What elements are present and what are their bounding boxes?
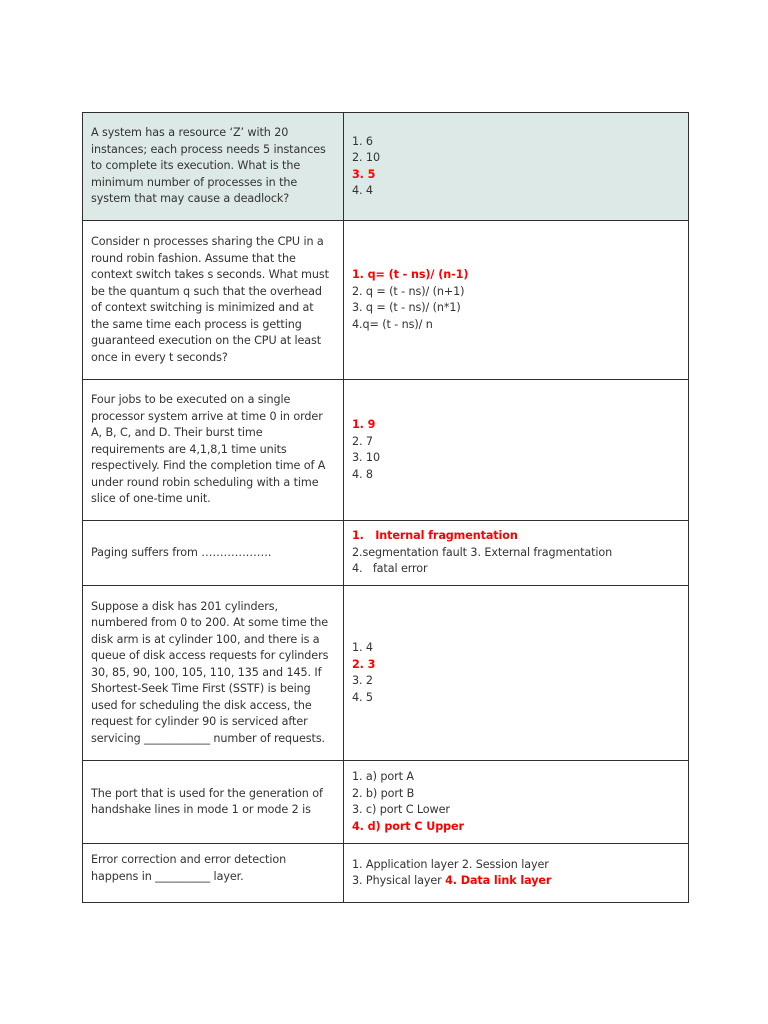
question-cell: A system has a resource ‘Z’ with 20 instances; each process needs 5 instances to complete its execution. What is the minimum number of processes in the system that may cause a deadlock? bbox=[83, 113, 344, 221]
option-4 bbox=[352, 317, 680, 334]
question-cell: Paging suffers from ………………. bbox=[83, 521, 344, 586]
option-3 bbox=[352, 300, 680, 317]
option-1-correct bbox=[352, 417, 680, 434]
option-2 bbox=[352, 284, 680, 301]
option-text: 4. 5 bbox=[352, 690, 373, 704]
option-1 bbox=[352, 640, 680, 657]
options-cell bbox=[344, 586, 689, 761]
option-3-4 bbox=[352, 873, 680, 890]
options-cell bbox=[344, 380, 689, 521]
option-3-correct bbox=[352, 167, 680, 184]
question-row-3 bbox=[83, 380, 689, 521]
question-row-7 bbox=[83, 844, 689, 903]
option-text: 1. Application layer 2. Session layer bbox=[352, 857, 549, 871]
option-text: 3. 5 bbox=[352, 167, 376, 181]
option-text: 2. 7 bbox=[352, 434, 373, 448]
option-text: 1. 6 bbox=[352, 134, 373, 148]
option-2 bbox=[352, 434, 680, 451]
question-row-2 bbox=[83, 221, 689, 380]
option-text: 3. 2 bbox=[352, 674, 373, 687]
option-4 bbox=[352, 183, 680, 200]
option-text-correct: 4. Data link layer bbox=[445, 874, 552, 887]
option-text: 1. q= (t - ns)/ (n-1) bbox=[352, 268, 469, 281]
option-1 bbox=[352, 769, 680, 786]
question-row-4 bbox=[83, 521, 689, 586]
option-text: 1. 9 bbox=[352, 418, 376, 431]
option-3 bbox=[352, 450, 680, 467]
options-cell bbox=[344, 521, 689, 586]
option-1-correct bbox=[352, 528, 680, 545]
option-1-2 bbox=[352, 857, 680, 874]
question-row-5 bbox=[83, 586, 689, 761]
option-text: 2. q = (t - ns)/ (n+1) bbox=[352, 284, 465, 298]
option-2-correct bbox=[352, 657, 680, 674]
option-4 bbox=[352, 467, 680, 484]
option-text: 3. q = (t - ns)/ (n*1) bbox=[352, 301, 461, 314]
option-text: 3. c) port C Lower bbox=[352, 803, 450, 816]
options-cell bbox=[344, 221, 689, 380]
option-text: 1. 4 bbox=[352, 641, 373, 654]
question-cell: Consider n processes sharing the CPU in a round robin fashion. Assume that the context switch takes s seconds. What must be the quantum q such that the overhead of context switching is minimized and at the same time each process is getting guaranteed execution on the CPU at least once in every t seconds? bbox=[83, 221, 344, 380]
option-text: 2. 3 bbox=[352, 657, 376, 671]
option-2-3 bbox=[352, 545, 680, 562]
question-row-6 bbox=[83, 761, 689, 844]
option-4-correct bbox=[352, 819, 680, 836]
question-cell: The port that is used for the generation of handshake lines in mode 1 or mode 2 is bbox=[83, 761, 344, 844]
question-row-1 bbox=[83, 113, 689, 221]
option-text: 2. 10 bbox=[352, 151, 380, 164]
option-text: 1. a) port A bbox=[352, 770, 414, 783]
option-3 bbox=[352, 673, 680, 690]
option-2 bbox=[352, 786, 680, 803]
option-text: 1. Internal fragmentation bbox=[352, 529, 518, 543]
option-text: 4. fatal error bbox=[352, 562, 428, 576]
option-text: 4. d) port C Upper bbox=[352, 819, 464, 833]
question-cell: Suppose a disk has 201 cylinders, numbered from 0 to 200. At some time the disk arm is at cylinder 100, and there is a queue of disk access requests for cylinders 30, 85, 90, 100, 105, 110, 135 and 145. If Shortest-Seek Time First (SSTF) is being used for scheduling the disk access, the request for cylinder 90 is serviced after servicing ____________ number of requests. bbox=[83, 586, 344, 761]
question-cell: Four jobs to be executed on a single processor system arrive at time 0 in order A, B, C, and D. Their burst time requirements are 4,1,8,1 time units respectively. Find the completion time of A under round robin scheduling with a time slice of one-time unit. bbox=[83, 380, 344, 521]
option-4 bbox=[352, 690, 680, 707]
option-text: 2. b) port B bbox=[352, 786, 415, 800]
option-text: 4. 4 bbox=[352, 184, 373, 197]
option-3 bbox=[352, 802, 680, 819]
option-1-correct bbox=[352, 267, 680, 284]
option-2 bbox=[352, 150, 680, 167]
option-text: 3. Physical layer bbox=[352, 874, 446, 887]
options-cell bbox=[344, 844, 689, 903]
option-text: 4. 8 bbox=[352, 467, 373, 481]
options-cell bbox=[344, 113, 689, 221]
option-text: 2.segmentation fault 3. External fragmentation bbox=[352, 545, 613, 559]
option-1 bbox=[352, 134, 680, 151]
option-text: 4.q= (t - ns)/ n bbox=[352, 317, 433, 331]
option-text: 3. 10 bbox=[352, 451, 380, 464]
option-4 bbox=[352, 561, 680, 578]
question-cell: Error correction and error detection happens in __________ layer. bbox=[83, 844, 344, 903]
options-cell bbox=[344, 761, 689, 844]
question-table bbox=[82, 112, 689, 903]
